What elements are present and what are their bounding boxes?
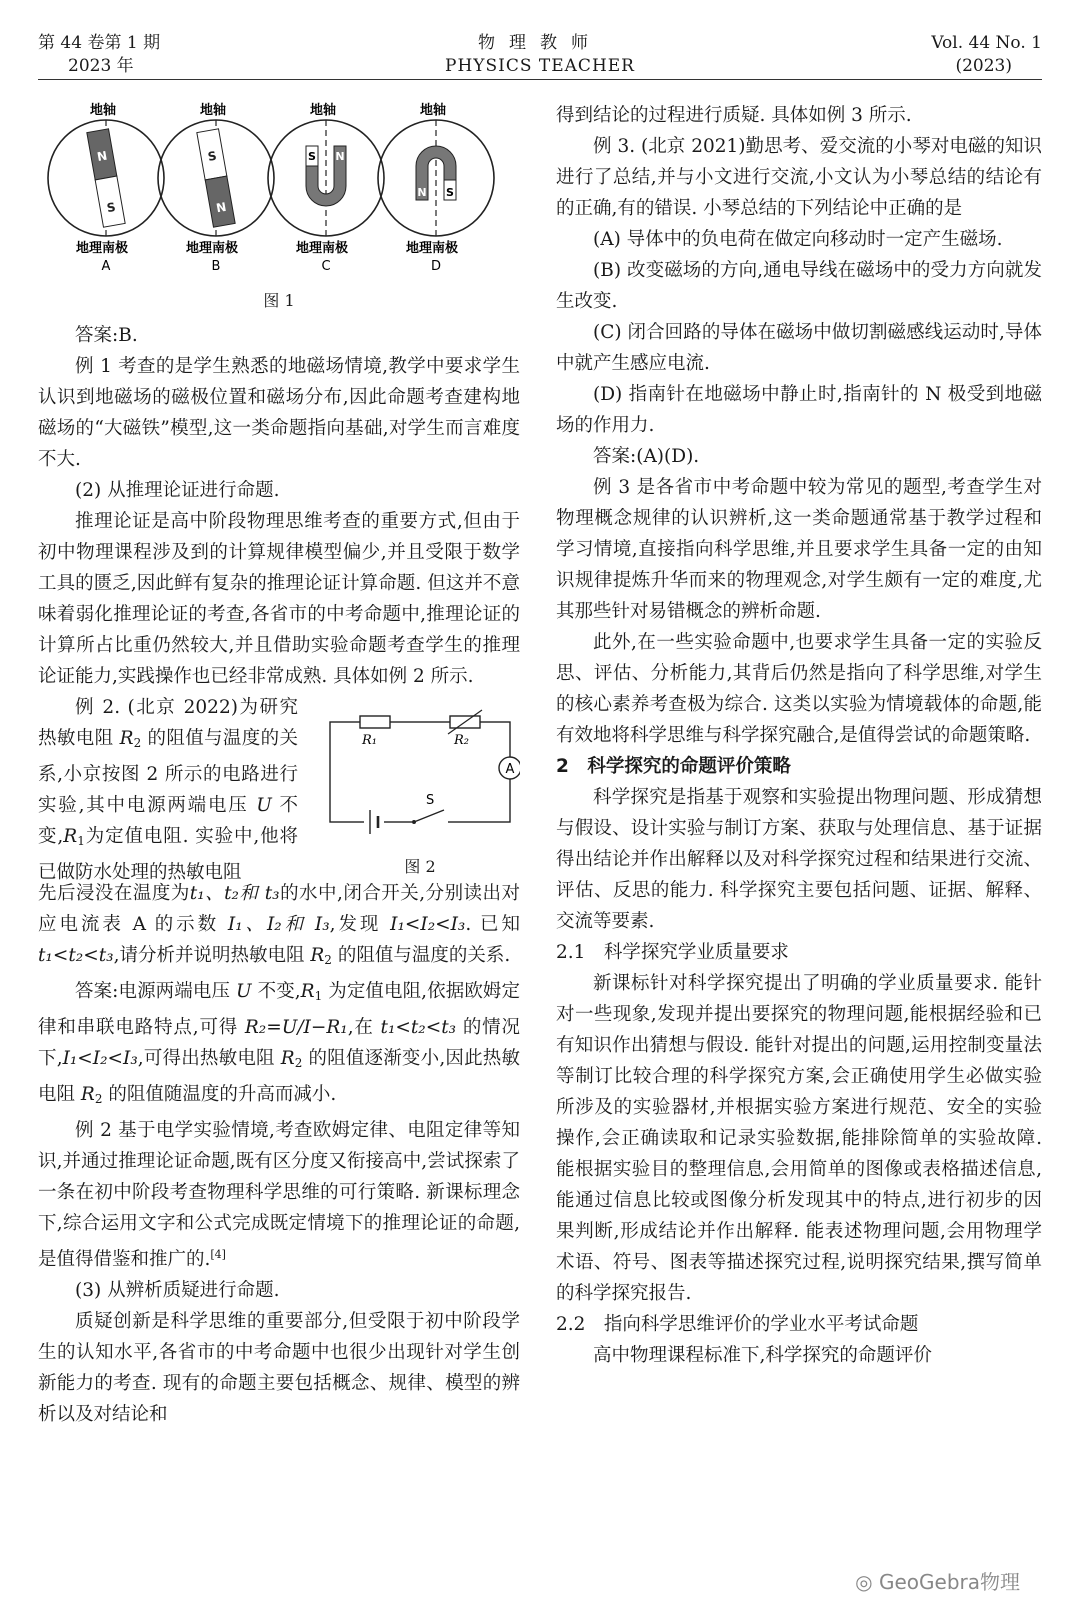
ans2-text-d: ,在: [347, 1017, 374, 1038]
para-example3-analysis: 例 3 是各省市中考命题中较为常见的题型,考查学生对物理概念规律的认识辨析,这一类命题通常基于教学过程和学习情境,直接指向科学思维,并且要求学生具备一定的由知识规律提炼升华而来的物理观念,对学生颇有一定的难度,尤其那些针对易错概念的辨析命题.: [556, 477, 1042, 622]
fig1-a-axis-label: 地轴: [90, 103, 117, 118]
header-journal: [0, 32, 1080, 78]
ex2-text-a: 例 2. (北京 2022)为研究热敏电阻: [38, 697, 298, 749]
example-3-option-d: (D) 指南针在地磁场中静止时,指南针的 N 极受到地磁场的作用力.: [556, 384, 1042, 436]
ans2-text-e: 的情况下,: [38, 1017, 520, 1069]
watermark: [855, 1566, 1020, 1595]
ans2-r2-sub: 2: [294, 1056, 303, 1070]
ex2-text-i: ,请分析并说明热敏电阻: [113, 945, 305, 966]
para-example2-analysis: [38, 1115, 520, 1275]
ans2-r2-var-2: R: [80, 1084, 95, 1105]
fig1-d-letter: D: [430, 259, 442, 274]
ans2-r1-sub: 1: [314, 989, 323, 1003]
ans2-ineq-t: t₁<t₂<t₃: [380, 1017, 457, 1038]
ex2-u-var: U: [256, 795, 272, 816]
fig1-c-pole-n: N: [335, 150, 345, 163]
fig1-a-letter: A: [101, 259, 111, 274]
ex2-ineq-i: I₁<I₂<I₃: [390, 914, 466, 935]
header-vol-en: Vol. 44 No. 1: [931, 33, 1042, 53]
ex2-text-j: 的阻值与温度的关系.: [337, 945, 511, 966]
header-vol-cn: 第 44 卷第 1 期: [38, 33, 161, 53]
figure-1-panel-b: [158, 102, 274, 274]
example-2-continued: [38, 878, 520, 976]
ex2-r1-var: R: [63, 826, 78, 847]
fig2-r1-label: R₁: [362, 733, 377, 748]
ans2-text-a: 答案:电源两端电压: [75, 981, 231, 1002]
section-2-heading: 2 科学探究的命题评价策略: [556, 756, 791, 777]
fig1-d-pole-label: 地理南极: [406, 241, 459, 256]
ex2-text-d: 为定值电阻. 实验中,他将已做防水处理的热敏电阻: [38, 826, 298, 883]
citation-4[interactable]: [4]: [210, 1248, 226, 1261]
figure-1-magnets: [38, 100, 520, 282]
fig1-b-pole-label: 地理南极: [186, 241, 239, 256]
para-inquiry-definition: 科学探究是指基于观察和实验提出物理问题、形成猜想与假设、设计实验与制订方案、获取与处理信息、基于证据得出结论并作出解释以及对科学探究过程和结果进行交流、评估、反思的能力. 科学探究主要包括问题、证据、解释、交流等要素.: [556, 787, 1042, 932]
answer-2: [38, 976, 520, 1115]
example-3-option-c: (C) 闭合回路的导体在磁场中做切割磁感线运动时,导体中就产生感应电流.: [556, 322, 1042, 374]
ex2-text-b: 的阻值与温度的关系,小京按图 2 所示的电路进行实验,其中电源两端电压: [38, 728, 298, 816]
heading-doubt: (3) 从辨析质疑进行命题.: [75, 1280, 280, 1302]
figure-2-circuit: [320, 692, 520, 842]
figure-1-caption: 图 1: [263, 291, 295, 310]
ex2-ineq-t: t₁<t₂<t₃: [38, 945, 114, 966]
ex2-r2-var-2: R: [310, 945, 325, 966]
para-quality-requirements: 新课标针对科学探究提出了明确的学业质量要求. 能针对一些现象,发现并提出要探究的物理问题,能根据经验和已有知识作出猜想与假设. 能针对提出的问题,运用控制变量法等制订比较合理的科学探究方案,会正确使用学生必做实验所涉及的实验器材,并根据实验方案进行规范、安全的实验操作,会正确读取和记录实验数据,能排除简单的实验故障. 能根据实验目的整理信息,会用简单的图像或表格描述信息,能通过信息比较或图像分析发现其中的特点,进行初步的因果判断,形成结论并作出解释. 能表述物理问题,会用物理学术语、符号、图表等描述探究过程,说明探究结果,撰写简单的科学探究报告.: [556, 973, 1042, 1304]
para-section-2-2: 高中物理课程标准下,科学探究的命题评价: [593, 1345, 932, 1366]
ans2-formula: R₂=U/I−R₁: [244, 1017, 348, 1038]
para-example1-analysis: 例 1 考查的是学生熟悉的地磁场情境,教学中要求学生认识到地磁场的磁极位置和磁场分布,因此命题考查建构地磁场的“大磁铁”模型,这一类命题指向基础,对学生而言难度不大.: [38, 356, 520, 470]
ex2-analysis-text: 例 2 基于电学实验情境,考查欧姆定律、电阻定律等知识,并通过推理论证命题,既有区分度又衔接高中,尝试探索了一条在初中阶段考查物理科学思维的可行策略. 新课标理念下,综合运用文字和公式完成既定情境下的推理论证的命题,是值得借鉴和推广的.: [38, 1120, 520, 1271]
figure-1-panel-d: [378, 102, 494, 274]
example-2-block: [38, 692, 520, 883]
header-year-en: (2023): [955, 56, 1012, 76]
fig1-a-pole-s: S: [105, 199, 117, 216]
fig1-a-pole-n: N: [96, 148, 109, 165]
fig1-d-pole-n: N: [417, 186, 427, 199]
journal-title-en: PHYSICS TEACHER: [445, 56, 635, 76]
right-column: [556, 100, 1042, 1371]
ans2-text-g: 的阻值逐渐变小,因此热敏电阻: [38, 1048, 520, 1105]
ans2-text-b: 不变,: [257, 981, 301, 1002]
fig1-c-letter: C: [321, 259, 331, 274]
answer-3: 答案:(A)(D).: [593, 446, 700, 467]
ans2-text-f: ,可得出热敏电阻: [137, 1048, 275, 1069]
example-2-intro: [38, 692, 298, 888]
fig1-a-pole-label: 地理南极: [76, 241, 129, 256]
para-experiment: 此外,在一些实验命题中,也要求学生具备一定的实验反思、评估、分析能力,其背后仍然是指向了科学思维,对学生的核心素养考查极为综合. 这类以实验为情境载体的命题,能有效地将科学思维与科学探究融合,是值得尝试的命题策略.: [556, 632, 1042, 746]
fig1-b-pole-n: N: [215, 199, 228, 216]
heading-reasoning: (2) 从推理论证进行命题.: [75, 480, 280, 501]
section-2-1-heading: 2.1 科学探究学业质量要求: [556, 942, 789, 963]
ex2-r1-sub: 1: [77, 834, 85, 848]
para-continuation: 得到结论的过程进行质疑. 具体如例 3 所示.: [556, 105, 912, 126]
figure-1-panel-c: [268, 102, 384, 274]
header-year-cn: 2023 年: [68, 56, 134, 76]
figure-1-panel-a: [48, 102, 164, 274]
example-3-option-b: (B) 改变磁场的方向,通电导线在磁场中的受力方向就发生改变.: [556, 260, 1042, 312]
ex2-text-g: ,发现: [329, 914, 382, 935]
ex2-r2-sub: 2: [133, 736, 142, 750]
journal-title-cn: 物理教师: [478, 33, 602, 53]
fig1-c-pole-label: 地理南极: [296, 241, 349, 256]
ex2-currents: I₁、I₂和 I₃: [227, 914, 330, 935]
watermark-text: GeoGebra物理: [878, 1570, 1020, 1594]
ex2-text-c: 不变,: [38, 795, 298, 847]
fig2-switch-label: S: [426, 793, 435, 808]
fig2-r2-label: R₂: [454, 733, 469, 748]
ex2-text-f: 的水中,闭合开关,分别读出对应电流表 A 的示数: [38, 883, 520, 935]
ex2-text-e: 先后浸没在温度为: [38, 883, 190, 904]
fig1-c-pole-s: S: [308, 150, 316, 163]
para-reasoning: 推理论证是高中阶段物理思维考查的重要方式,但由于初中物理课程涉及到的计算规律模型偏少,并且受限于数学工具的匮乏,因此鲜有复杂的推理论证计算命题. 但这并不意味着弱化推理论证的考查,各省市的中考命题中,推理论证的计算所占比重仍然较大,并且借助实验命题考查学生的推理论证能力,实践操作也已经非常成熟. 具体如例 2 所示.: [38, 511, 520, 687]
example-3: 例 3. (北京 2021)勤思考、爱交流的小琴对电磁的知识进行了总结,并与小文进行交流,小文认为小琴总结的结论有的正确,有的错误. 小琴总结的下列结论中正确的是: [556, 136, 1042, 219]
ans2-ineq-i: I₁<I₂<I₃: [62, 1048, 138, 1069]
wechat-icon: ◎: [855, 1570, 879, 1594]
fig1-b-letter: B: [211, 259, 221, 274]
fig1-b-pole-s: S: [206, 148, 218, 164]
fig1-d-pole-s: S: [446, 186, 454, 199]
ex2-r2-var: R: [119, 728, 134, 749]
example-3-option-a: (A) 导体中的负电荷在做定向移动时一定产生磁场.: [593, 229, 1003, 250]
ans2-text-c: 为定值电阻,依据欧姆定律和串联电路特点,可得: [38, 981, 521, 1038]
fig1-c-axis-label: 地轴: [310, 103, 337, 118]
answer-1: 答案:B.: [75, 325, 138, 346]
ex2-temps: t₁、t₂和 t₃: [189, 883, 280, 904]
ex2-r2-sub-2: 2: [324, 953, 332, 967]
figure-2-caption: 图 2: [404, 857, 436, 876]
ans2-r1-var: R: [300, 981, 315, 1002]
header-rule: [38, 79, 1042, 80]
left-column: [38, 100, 520, 1430]
section-2-2-heading: 2.2 指向科学思维评价的学业水平考试命题: [556, 1314, 919, 1335]
fig1-d-axis-label: 地轴: [420, 103, 447, 118]
ex2-text-h: . 已知: [465, 914, 520, 935]
header-volume-en: [931, 32, 1042, 78]
figure-2: [320, 692, 520, 882]
ans2-r2-sub-2: 2: [94, 1092, 103, 1106]
fig2-ammeter-label: A: [505, 762, 515, 777]
ans2-text-h: 的阻值随温度的升高而减小.: [108, 1084, 337, 1105]
ans2-r2-var: R: [280, 1048, 295, 1069]
ans2-u-var: U: [236, 981, 252, 1002]
para-doubt: 质疑创新是科学思维的重要部分,但受限于初中阶段学生的认知水平,各省市的中考命题中也很少出现针对学生创新能力的考查. 现有的命题主要包括概念、规律、模型的辨析以及对结论和: [38, 1311, 520, 1426]
fig1-b-axis-label: 地轴: [200, 103, 227, 118]
